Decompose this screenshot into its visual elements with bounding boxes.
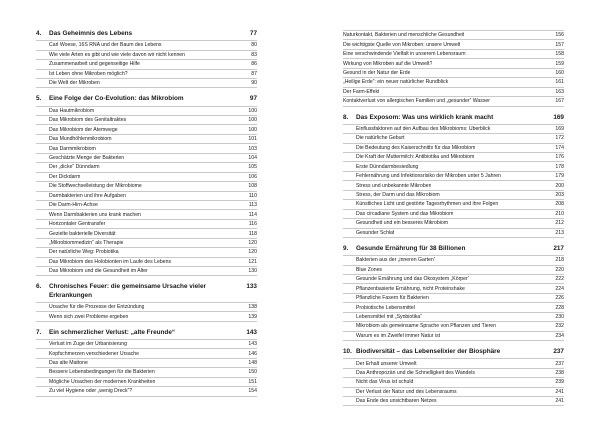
entry-page-number: 210 — [555, 210, 564, 217]
chapter-number: 7. — [36, 328, 42, 336]
entry-page-number: 208 — [555, 201, 564, 208]
entry-title: Eine verschwindende Vielfalt in unserem Lebensraum — [343, 51, 466, 58]
entry-page-number: 156 — [555, 32, 564, 39]
chapter-page-number: 143 — [246, 328, 257, 336]
entry-page-number: 114 — [248, 211, 257, 218]
chapter-heading[interactable] — [36, 30, 257, 38]
entry-page-number: 86 — [251, 61, 257, 68]
entry-page-number: 172 — [555, 135, 564, 142]
entry-title: Stress, der Darm und das Mikrobiom — [356, 191, 440, 198]
toc-entry[interactable] — [343, 200, 564, 209]
entry-title: Die Darm-Hirn-Achse — [49, 202, 98, 209]
entry-title: Carl Woese, 16S RNA und der Baum des Lebens — [49, 42, 162, 49]
entry-list — [36, 106, 257, 277]
entry-title: Kontaktverlust von allergischen Familien und „gesunder“ Wasser — [343, 98, 490, 105]
entry-page-number: 230 — [555, 314, 564, 320]
entry-list — [36, 302, 257, 322]
entry-title: Das Anthropozän und die Schnelligkeit des Wandels — [356, 369, 475, 376]
chapter-page-number: 237 — [553, 348, 564, 356]
entry-title: Das Mikrobiom und die Gesundheit im Alter — [49, 268, 148, 275]
entry-page-number: 224 — [555, 285, 564, 292]
entry-page-number: 220 — [555, 266, 564, 273]
toc-entry[interactable] — [343, 303, 564, 312]
chapter-list-left — [36, 30, 257, 397]
entry-title: „Mikrobiommedizin“ als Therapie — [49, 239, 124, 246]
toc-entry[interactable] — [343, 88, 564, 97]
toc-entry[interactable] — [343, 78, 564, 87]
entry-title: Mikrobiom als gemeinsame Sprache von Pflanzen und Tieren — [356, 323, 497, 330]
entry-list — [343, 30, 564, 107]
chapter-number: 10. — [343, 348, 352, 356]
chapter-title: Biodiversität – das Lebenselixier der Biosphäre — [356, 348, 501, 356]
entry-title: Gesunder Schlaf — [356, 229, 395, 236]
chapter-title: Das Exposom: Was uns wirklich krank macht — [356, 113, 494, 121]
toc-entry[interactable] — [343, 266, 564, 275]
entry-page-number: 106 — [248, 173, 257, 180]
entry-title: Wenn Darmbakterien uns krank machen — [49, 211, 141, 218]
entry-title: Ist Leben ohne Mikroben möglich? — [49, 70, 128, 77]
entry-page-number: 113 — [248, 202, 257, 209]
chapter-number: 5. — [36, 95, 42, 103]
entry-title: Gesundheit und ein besseres Mikrobiom — [356, 220, 449, 227]
toc-entry[interactable] — [36, 107, 257, 116]
chapter-page-number: 77 — [249, 30, 257, 37]
entry-title: Der „dicke“ Dünndarm — [49, 164, 100, 171]
chapter-number: 4. — [36, 30, 42, 37]
entry-page-number: 218 — [555, 257, 564, 264]
toc-entry[interactable] — [36, 135, 257, 144]
entry-page-number: 101 — [248, 136, 257, 143]
chapter-block — [36, 329, 257, 397]
toc-entry[interactable] — [343, 69, 564, 78]
toc-entry[interactable] — [343, 332, 564, 341]
entry-title: Naturkontakt, Bakterien und menschliche Gesundheit — [343, 32, 465, 39]
toc-left-column — [36, 30, 257, 404]
toc-entry[interactable] — [36, 41, 257, 50]
entry-page-number: 158 — [555, 51, 564, 58]
entry-title: Nicht das Virus ist schuld — [356, 379, 414, 386]
toc-entry[interactable] — [343, 125, 564, 134]
entry-page-number: 161 — [555, 79, 564, 86]
toc-entry[interactable] — [343, 31, 564, 40]
entry-page-number: 241 — [555, 388, 564, 395]
chapter-list-right — [343, 114, 564, 407]
entry-title: Das Mikrobiom des Genitaltraktes — [49, 117, 127, 124]
entry-list — [36, 339, 257, 397]
entry-title: Der Erhalt unserer Umwelt — [356, 360, 417, 367]
entry-title: Kopfschmerzen verschiedener Ursache — [49, 350, 140, 357]
toc-entry[interactable] — [36, 248, 257, 257]
entry-title: Der Dickdarm — [49, 173, 81, 180]
entry-title: Verlust im Zuge der Urbanisierung — [49, 341, 128, 348]
chapter-heading[interactable] — [343, 114, 564, 122]
chapter-heading[interactable] — [36, 283, 257, 299]
chapter-page-number: 217 — [553, 244, 564, 252]
toc-entry[interactable] — [343, 153, 564, 162]
chapter-block — [36, 95, 257, 276]
entry-title: Künstliches Licht und gestörte Tagesrhythmen und ihre Folgen — [356, 201, 499, 208]
entry-page-number: 178 — [555, 163, 564, 170]
toc-entry[interactable] — [36, 70, 257, 79]
entry-page-number: 148 — [248, 360, 257, 367]
entry-page-number: 138 — [248, 304, 257, 311]
entry-title: Bakterien aus der „inneren Garten“ — [356, 257, 436, 264]
entry-page-number: 83 — [251, 51, 257, 58]
entry-page-number: 151 — [248, 378, 257, 385]
toc-entry[interactable] — [36, 210, 257, 219]
toc-entry[interactable] — [343, 134, 564, 143]
toc-entry[interactable] — [36, 229, 257, 238]
entry-title: Das Mikrobiom des Holobionten im Laufe des Lebens — [49, 258, 172, 265]
entry-title: Pflanzenbasierte Ernährung, nicht Proteinshake — [356, 285, 465, 292]
toc-right-column — [343, 30, 564, 413]
entry-title: Die Kraft der Muttermilch: Antibiotika und Mikrobiom — [356, 154, 475, 161]
entry-title: Gesund in der Natur der Erde — [343, 69, 411, 76]
entry-page-number: 179 — [555, 173, 564, 180]
entry-page-number: 239 — [555, 379, 564, 386]
chapter-title: Das Geheimnis des Lebens — [49, 30, 133, 37]
entry-page-number: 146 — [248, 350, 257, 357]
chapter-title: Ein schmerzlicher Verlust: „alte Freunde“ — [49, 328, 176, 336]
entry-title: Einflussfaktoren auf den Aufbau des Mikrobioms: Überblick — [356, 125, 491, 132]
toc-entry[interactable] — [36, 239, 257, 248]
toc-entry[interactable] — [36, 368, 257, 377]
entry-page-number: 241 — [555, 398, 564, 405]
entry-title: Das Mundhöhlenmikrobiom — [49, 136, 112, 143]
continued-entries — [343, 30, 564, 107]
toc-entry[interactable] — [343, 162, 564, 171]
entry-title: Zusammenarbeit und gegenseitige Hilfe — [49, 61, 140, 68]
entry-page-number: 100 — [248, 126, 257, 133]
toc-entry[interactable] — [343, 50, 564, 59]
entry-title: Geschätzte Menge der Bakterien — [49, 155, 125, 161]
entry-title: Gesunde Ernährung und das Ökosystem „Körper“ — [356, 276, 470, 283]
entry-page-number: 130 — [248, 268, 257, 275]
chapter-block — [36, 30, 257, 88]
entry-page-number: 120 — [248, 249, 257, 256]
toc-entry[interactable] — [343, 284, 564, 293]
chapter-block — [343, 114, 564, 238]
toc-entry[interactable] — [36, 201, 257, 210]
entry-page-number: 100 — [248, 117, 257, 124]
toc-entry[interactable] — [343, 369, 564, 378]
entry-title: Warum es im Zweifel immer Natur ist — [356, 332, 441, 339]
entry-page-number: 157 — [555, 41, 564, 48]
entry-title: Das Darmmikrobiom — [49, 145, 96, 152]
toc-entry[interactable] — [343, 313, 564, 322]
entry-page-number: 213 — [555, 229, 564, 236]
entry-title: Das Mikrobiom der Atemwege — [49, 126, 118, 133]
toc-entry[interactable] — [343, 97, 564, 106]
entry-title: Die Welt der Mikroben — [49, 80, 100, 87]
entry-page-number: 163 — [555, 88, 564, 95]
entry-page-number: 228 — [555, 304, 564, 311]
toc-entry[interactable] — [343, 359, 564, 368]
chapter-title: Chronisches Feuer: die gemeinsame Ursache vieler Erkrankungen — [49, 283, 206, 299]
entry-title: Die wichtigste Quelle von Mikroben: unsere Umwelt — [343, 41, 461, 48]
entry-title: Der natürliche Weg: Probiotika — [49, 249, 119, 256]
chapter-heading[interactable] — [36, 329, 257, 337]
toc-entry[interactable] — [343, 229, 564, 238]
entry-page-number: 226 — [555, 295, 564, 302]
entry-title: Probiotische Lebensmittel — [356, 304, 415, 311]
toc-entry[interactable] — [36, 387, 257, 396]
toc-entry[interactable] — [343, 388, 564, 397]
entry-title: Lebensmittel mit „Synbiotika“ — [356, 314, 422, 320]
chapter-heading[interactable] — [36, 95, 257, 103]
chapter-page-number: 169 — [553, 113, 564, 121]
chapter-block — [343, 348, 564, 406]
toc-entry[interactable] — [343, 397, 564, 406]
entry-page-number: 176 — [555, 154, 564, 161]
toc-entry[interactable] — [36, 79, 257, 88]
entry-title: Der Verlust der Natur und des Lebensraums — [356, 388, 457, 395]
entry-page-number: 87 — [251, 70, 257, 77]
toc-entry[interactable] — [36, 60, 257, 69]
entry-page-number: 238 — [555, 369, 564, 376]
toc-entry[interactable] — [36, 182, 257, 191]
chapter-title: Eine Folge der Co-Evolution: das Mikrobiom — [49, 95, 184, 103]
entry-page-number: 104 — [248, 155, 257, 161]
entry-page-number: 154 — [248, 388, 257, 395]
entry-page-number: 105 — [248, 164, 257, 171]
entry-page-number: 232 — [555, 323, 564, 330]
entry-page-number: 103 — [248, 145, 257, 152]
entry-page-number: 143 — [248, 341, 257, 348]
entry-title: Das Ende des unsichtbaren Netzes — [356, 398, 437, 405]
chapter-block — [36, 283, 257, 321]
entry-page-number: 159 — [555, 60, 564, 67]
chapter-number: 6. — [36, 283, 42, 291]
entry-title: Die Stoffwechselleistung der Mikrobiome — [49, 183, 142, 190]
toc-entry[interactable] — [343, 256, 564, 265]
entry-title: Die Bedeutung des Kaiserschnitts für das Mikrobiom — [356, 144, 476, 151]
entry-title: Fehlernährung und Infektionsrisiko der Mikroben unter 5 Jahren — [356, 173, 501, 180]
entry-title: Das alte Mattone — [49, 360, 88, 367]
toc-entry[interactable] — [36, 378, 257, 387]
entry-page-number: 80 — [251, 42, 257, 49]
toc-entry[interactable] — [343, 40, 564, 49]
entry-title: Darmbakterien und ihre Aufgaben — [49, 192, 126, 199]
toc-entry[interactable] — [343, 219, 564, 228]
entry-title: Mögliche Ursachen der modernen Krankheiten — [49, 378, 156, 385]
entry-title: Pflanzliche Fasern für Bakterien — [356, 295, 429, 302]
toc-entry[interactable] — [343, 59, 564, 68]
entry-page-number: 116 — [248, 221, 257, 228]
entry-page-number: 212 — [555, 220, 564, 227]
entry-page-number: 100 — [248, 107, 257, 114]
toc-entry[interactable] — [343, 322, 564, 331]
toc-entry[interactable] — [36, 125, 257, 134]
toc-entry[interactable] — [343, 275, 564, 284]
toc-entry[interactable] — [36, 154, 257, 163]
entry-page-number: 200 — [555, 182, 564, 189]
entry-title: Stress und unbekannte Mikroben — [356, 182, 432, 189]
entry-title: „Heilige Erde“: ein neuer natürlicher Rundblick — [343, 79, 449, 86]
entry-list — [343, 124, 564, 238]
entry-page-number: 108 — [248, 183, 257, 190]
toc-entry[interactable] — [36, 51, 257, 60]
entry-page-number: 174 — [555, 144, 564, 151]
toc-entry[interactable] — [343, 172, 564, 181]
toc-entry[interactable] — [36, 312, 257, 321]
entry-page-number: 90 — [251, 80, 257, 87]
toc-entry[interactable] — [36, 116, 257, 125]
entry-title: Blue Zones — [356, 266, 383, 273]
entry-title: Zu viel Hygiene oder „wenig Dreck“? — [49, 388, 133, 395]
toc-entry[interactable] — [36, 340, 257, 349]
entry-page-number: 139 — [248, 313, 257, 320]
chapter-heading[interactable] — [343, 245, 564, 253]
entry-page-number: 120 — [248, 239, 257, 246]
entry-page-number: 160 — [555, 69, 564, 76]
toc-entry[interactable] — [36, 303, 257, 312]
chapter-block — [343, 245, 564, 341]
entry-page-number: 203 — [555, 191, 564, 198]
toc-entry[interactable] — [36, 267, 257, 276]
entry-title: Der Farm-Effekt — [343, 88, 380, 95]
entry-list — [36, 40, 257, 88]
toc-entry[interactable] — [343, 210, 564, 219]
toc-entry[interactable] — [36, 173, 257, 182]
chapter-page-number: 97 — [249, 95, 257, 103]
chapter-heading[interactable] — [343, 348, 564, 356]
toc-entry[interactable] — [36, 359, 257, 368]
chapter-title: Gesunde Ernährung für 38 Billionen — [356, 244, 466, 252]
chapter-page-number: 133 — [246, 283, 257, 291]
entry-list — [343, 255, 564, 341]
entry-title: Horizontaler Gentransfer — [49, 221, 106, 228]
toc-entry[interactable] — [343, 191, 564, 200]
entry-page-number: 121 — [248, 258, 257, 265]
entry-title: Das Hautmikrobiom — [49, 107, 95, 114]
toc-entry[interactable] — [36, 192, 257, 201]
entry-page-number: 110 — [248, 192, 257, 199]
entry-title: Bessere Lebensbedingungen für die Bakterien — [49, 369, 155, 376]
toc-entry[interactable] — [36, 163, 257, 172]
entry-title: Wirkung von Mikroben auf die Umwelt? — [343, 60, 433, 67]
entry-page-number: 118 — [248, 230, 257, 237]
entry-list — [343, 358, 564, 406]
toc-entry[interactable] — [343, 294, 564, 303]
entry-page-number: 167 — [555, 98, 564, 105]
chapter-number: 9. — [343, 244, 349, 252]
entry-title: Ursache für die Prozesse der Entzündung — [49, 304, 145, 311]
toc-entry[interactable] — [343, 181, 564, 190]
toc-entry[interactable] — [343, 144, 564, 153]
toc-entry[interactable] — [36, 220, 257, 229]
entry-page-number: 150 — [248, 369, 257, 376]
entry-title: Wenn sich zwei Probleme ergeben — [49, 313, 129, 320]
entry-page-number: 222 — [555, 276, 564, 283]
chapter-number: 8. — [343, 113, 349, 121]
entry-title: Wie viele Arten es gibt und wie viele davon wir nicht kennen — [49, 51, 186, 58]
entry-title: Erste Dünndarmbesiedlung — [356, 163, 419, 170]
entry-title: Gezielte bakterielle Diversität — [49, 230, 116, 237]
entry-page-number: 169 — [555, 125, 564, 132]
toc-entry[interactable] — [36, 144, 257, 153]
entry-page-number: 237 — [555, 360, 564, 367]
entry-page-number: 234 — [555, 332, 564, 339]
toc-entry[interactable] — [36, 349, 257, 358]
entry-title: Das circadiane System und das Mikrobiom — [356, 210, 454, 217]
entry-title: Die natürliche Geburt — [356, 135, 405, 142]
toc-entry[interactable] — [36, 258, 257, 267]
toc-entry[interactable] — [343, 378, 564, 387]
